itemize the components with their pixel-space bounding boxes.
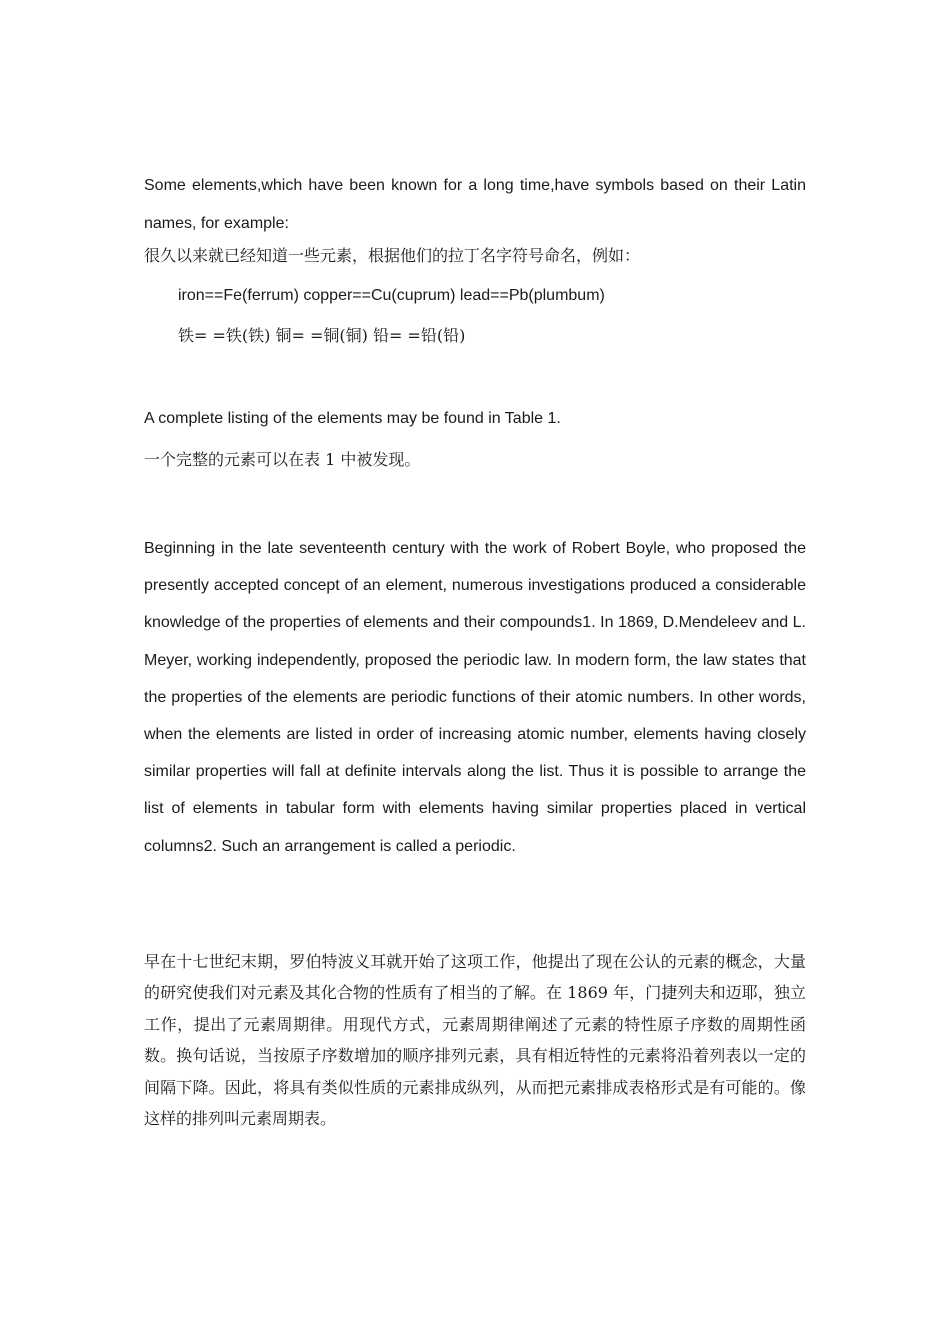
paragraph-1-english: Some elements,which have been known for a long time,have symbols based on their Latin names, for example: (144, 177, 806, 232)
examples-english: iron==Fe(ferrum) copper==Cu(cuprum) lead==Pb(plumbum) (178, 287, 605, 304)
paragraph-3-chinese: 早在十七世纪末期，罗伯特波义耳就开始了这项工作，他提出了现在公认的元素的概念，大量的研究使我们对元素及其化合物的性质有了相当的了解。在 1869 年，门捷列夫和迈耶，独立工作，提出了元素周期律。用现代方式，元素周期律阐述了元素的特性原子序数的周期性函数。换句话说，当按原子序数增加的顺序排列元素，具有相近特性的元素将沿着列表以一定的间隔下降。因此，将具有类似性质的元素排成纵列，从而把元素排成表格形式是有可能的。像这样的排列叫元素周期表。 (144, 952, 806, 1129)
paragraph-1-chinese: 很久以来就已经知道一些元素，根据他们的拉丁名字符号命名，例如： (144, 246, 641, 265)
paragraph-3-english: Beginning in the late seventeenth century with the work of Robert Boyle, who proposed the presently accepted concept of an element, numerous investigations produced a considerable knowledge of the properties of elements and their compounds1. In 1869, D.Mendeleev and L. Meyer, working independently, proposed the periodic law. In modern form, the law states that the properties of the elements are periodic functions of their atomic numbers. In other words, when the elements are listed in order of increasing atomic number, elements having closely similar properties will fall at definite intervals along the list. Thus it is possible to arrange the list of elements in tabular form with elements having similar properties placed in vertical columns2. Such an arrangement is called a periodic. (144, 540, 806, 855)
paragraph-2-chinese: 一个完整的元素可以在表 1 中被发现。 (144, 450, 421, 469)
paragraph-2-english: A complete listing of the elements may be found in Table 1. (144, 410, 561, 427)
examples-chinese: 铁= =铁(铁) 铜= =铜(铜) 铅= =铅(铅) (178, 326, 466, 345)
